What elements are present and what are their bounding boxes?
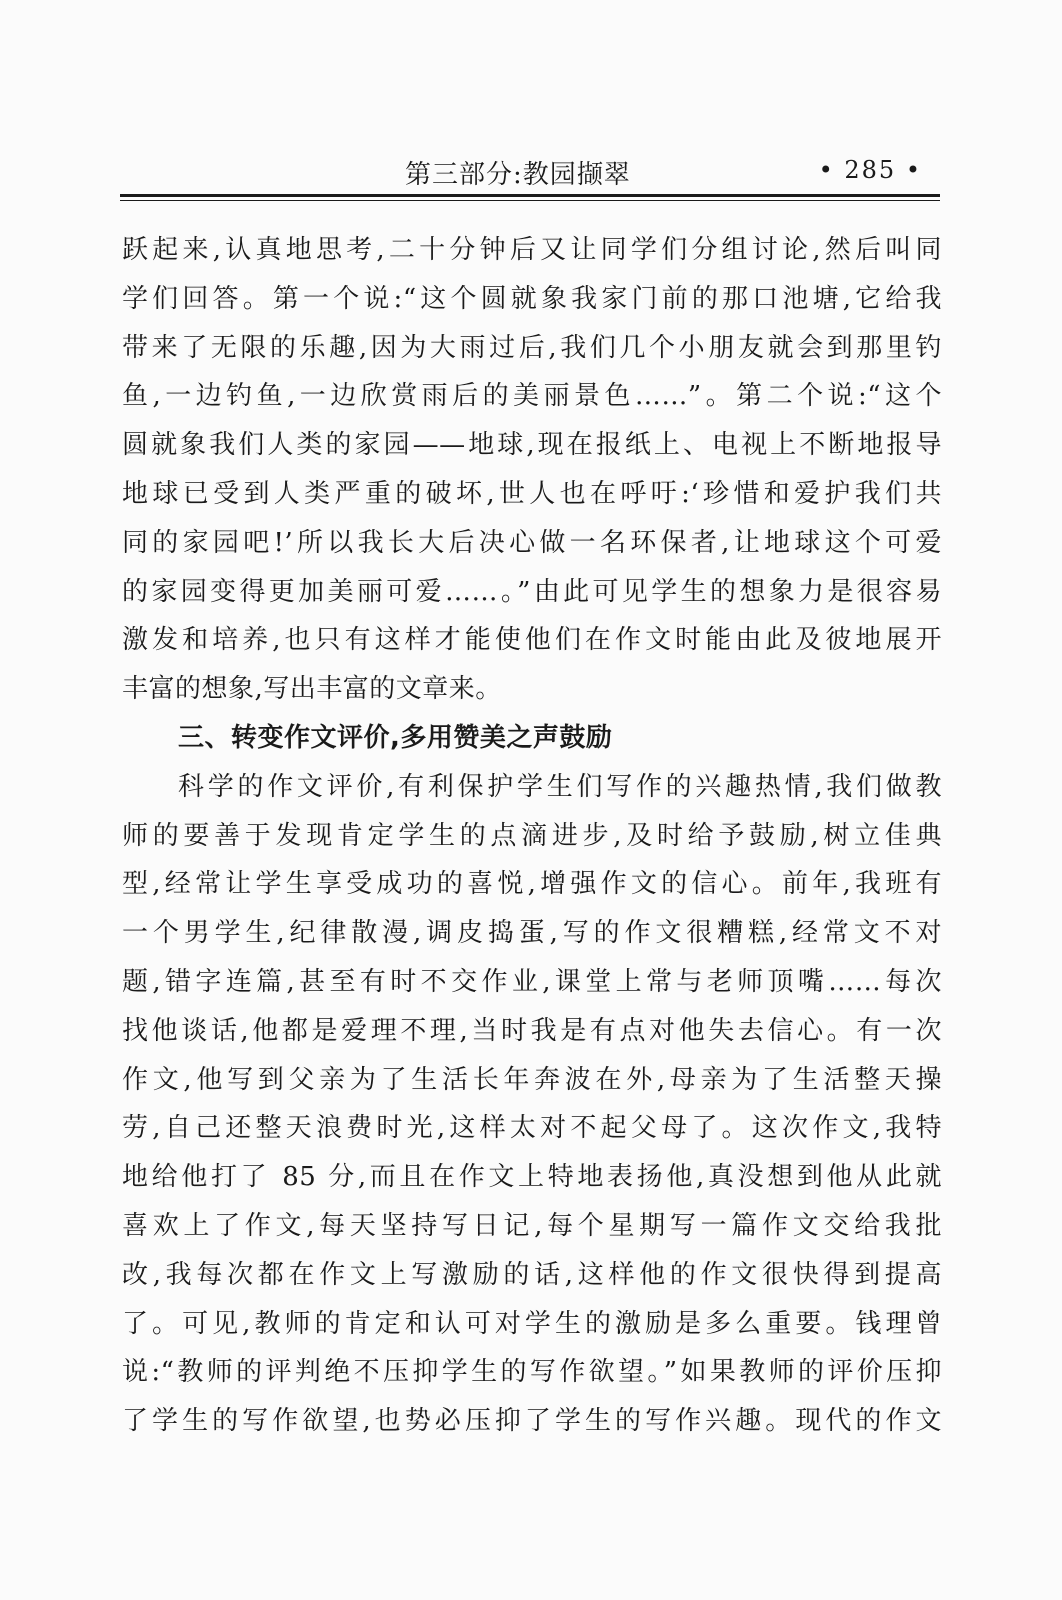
header-rule-thin	[120, 200, 940, 201]
text-line: 师的要善于发现肯定学生的点滴进步,及时给予鼓励,树立佳典	[122, 820, 942, 851]
text-line: 了。可见,教师的肯定和认可对学生的激励是多么重要。钱理曾	[122, 1308, 942, 1339]
text-line: 科学的作文评价,有利保护学生们写作的兴趣热情,我们做教	[178, 771, 942, 802]
text-line: 鱼,一边钓鱼,一边欣赏雨后的美丽景色……”。第二个说:“这个	[122, 381, 942, 412]
text-line: 题,错字连篇,甚至有时不交作业,课堂上常与老师顶嘴……每次	[122, 966, 942, 997]
body-text	[122, 226, 942, 1446]
text-line: 跃起来,认真地思考,二十分钟后又让同学们分组讨论,然后叫同	[122, 235, 942, 265]
text-line: 喜欢上了作文,每天坚持写日记,每个星期写一篇作文交给我批	[122, 1210, 942, 1241]
text-line: 了学生的写作欲望,也势必压抑了学生的写作兴趣。现代的作文	[122, 1406, 942, 1437]
text-line: 找他谈话,他都是爱理不理,当时我是有点对他失去信心。有一次	[122, 1015, 942, 1046]
text-line: 型,经常让学生享受成功的喜悦,增强作文的信心。前年,我班有	[122, 869, 942, 900]
text-line: 作文,他写到父亲为了生活长年奔波在外,母亲为了生活整天操	[122, 1064, 942, 1095]
text-line: 改,我每次都在作文上写激励的话,这样他的作文很快得到提高	[122, 1259, 942, 1290]
text-line: 同的家园吧!’所以我长大后决心做一名环保者,让地球这个可爱	[122, 527, 942, 558]
text-line: 地球已受到人类严重的破坏,世人也在呼吁:‘珍惜和爱护我们共	[122, 478, 942, 509]
text-line: 说:“教师的评判绝不压抑学生的写作欲望。”如果教师的评价压抑	[122, 1357, 942, 1388]
running-header	[120, 150, 940, 190]
page-number: • 285 •	[818, 156, 922, 184]
text-line: 丰富的想象,写出丰富的文章来。	[122, 674, 502, 705]
text-line: 圆就象我们人类的家园——地球,现在报纸上、电视上不断地报导	[122, 430, 942, 461]
text-line: 学们回答。第一个说:“这个圆就象我家门前的那口池塘,它给我	[122, 283, 942, 314]
text-line: 劳,自己还整天浪费时光,这样太对不起父母了。这次作文,我特	[122, 1113, 942, 1144]
header-title: 第三部分:教园撷翠	[405, 160, 631, 190]
text-line: 激发和培养,也只有这样才能使他们在作文时能由此及彼地展开	[122, 625, 942, 656]
text-line: 的家园变得更加美丽可爱……。”由此可见学生的想象力是很容易	[122, 576, 942, 607]
text-line: 地给他打了 85 分,而且在作文上特地表扬他,真没想到他从此就	[122, 1162, 942, 1193]
text-line: 一个男学生,纪律散漫,调皮捣蛋,写的作文很糟糕,经常文不对	[122, 918, 942, 949]
text-line: 带来了无限的乐趣,因为大雨过后,我们几个小朋友就会到那里钓	[122, 332, 942, 363]
section-heading: 三、转变作文评价,多用赞美之声鼓励	[178, 722, 613, 753]
header-rule-thick	[120, 194, 940, 197]
